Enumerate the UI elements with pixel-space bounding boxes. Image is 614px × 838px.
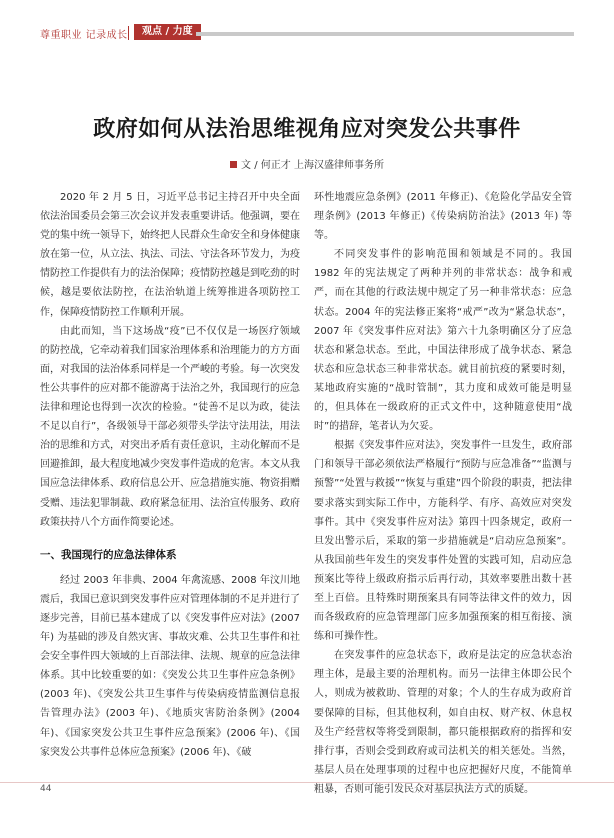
paragraph: 不同突发事件的影响范围和领域是不同的。我国 1982 年的宪法规定了两种并列的非常状态：战争和戒严，而在其他的行政法规中规定了另一种非常状态：应急状态。2004 年的宪法修正案将“戒严”改为“紧急状态”，2007 年《突发事件应对法》第六十九条明确区分了应急状态和紧急状态。至此，中国法律形成了战争状态、紧急状态和应急状态三种非常状态。就目前抗疫的紧要时刻，某地政府实施的“战时管制”，其力度和成效可能是明显的，但具体在一级政府的正式文件中，这种随意使用“战时”的措辞，笔者认为欠妥。	[314, 249, 572, 433]
paragraph: 经过 2003 年非典、2004 年禽流感、2008 年汶川地震后，我国已意识到突发事件应对管理体制的不足并进行了逐步完善，目前已基本建成了以《突发事件应对法》(2007 年) 为基础的涉及自然灾害、事故灾难、公共卫生事件和社会安全事件四大领域的上百部法律、法规、规章的应急法律体系。其中比较重要的如：《突发公共卫生事件应急条例》(2003 年)、《突发公共卫生事件与传染病疫情监测信息报告管理办法》(2003 年)、《地质灾害防治条例》(2004 年)、《国家突发公共卫生事件应急预案》(2006 年)、《国家突发公共事件总体应急预案》(2006 年)、《破	[40, 574, 300, 758]
section-tag: 观点 / 力度	[134, 24, 201, 40]
right-column	[314, 188, 572, 799]
header-slogan: 尊重职业 记录成长	[40, 30, 128, 41]
paragraph: 根据《突发事件应对法》，突发事件一旦发生，政府部门和领导干部必须依法严格履行“预防与应急准备”“监测与预警”“处置与救援”“恢复与重建”四个阶段的职责，把法律要求落实到实际工作中，方能科学、有序、高效应对突发事件。其中《突发事件应对法》第四十四条规定，政府一旦发出警示后，采取的第一步措施就是“启动应急预案”。从我国前些年发生的突发事件处置的实践可知，启动应急预案比等待上级政府指示后再行动，其效率要胜出数十甚至上百倍。且特殊时期预案具有同等法律文件的效力，因而各级政府的应急管理部门应多加强预案的相互衔接、演练和可操作性。	[314, 440, 572, 643]
article-title: 政府如何从法治思维视角应对突发公共事件	[93, 117, 521, 142]
section-heading: 一、我国现行的应急法律体系	[40, 548, 177, 561]
header-rule	[196, 32, 574, 36]
paragraph: 在突发事件的应急状态下，政府是法定的应急状态治理主体，是最主要的治理机构。而另一法律主体即公民个人，则成为被救助、管理的对象；个人的生存成为政府首要保障的目标，但其他权利，如自由权、财产权、休息权及生产经营权等将受到限制，都只能根据政府的指挥和安排行事，否则会受到政府或司法机关的相关惩处。当然，基层人员在处理事项的过程中也应把握好尺度，不能简单粗暴，否则可能引发民众对基层执法方式的质疑。	[314, 650, 572, 795]
header-divider	[128, 26, 129, 40]
running-header	[0, 22, 614, 46]
paragraph: 环性地震应急条例》(2011 年修正)、《危险化学品安全管理条例》(2013 年修正)《传染病防治法》(2013 年) 等等。	[314, 192, 572, 242]
paragraph: 由此而知，当下这场战“疫”已不仅仅是一场医疗领域的防控战，它牵动着我们国家治理体系和治理能力的方方面面，对我国的法治体系同样是一个严峻的考验。每一次突发性公共事件的应对都不能游离于法治之外，我国现行的应急法律和理论也得到一次次的检验。“徒善不足以为政，徒法不足以自行”，各级领导干部必须带头学法守法用法，用法治的思维和方式，对突出矛盾有责任意识，主动化解而不是回避推卸，最大程度地减少突发事件造成的危害。本文从我国应急法律体系、政府信息公开、应急措施实施、物资捐赠受赠、违法犯罪制裁、政府紧急征用、法治宣传服务、政府政策扶持八个方面作简要论述。	[40, 325, 300, 528]
left-column	[40, 188, 300, 762]
footer-rule	[0, 782, 614, 783]
page-number: 44	[40, 784, 52, 794]
paragraph: 2020 年 2 月 5 日，习近平总书记主持召开中央全面依法治国委员会第三次会议并发表重要讲话。他强调，要在党的集中统一领导下，始终把人民群众生命安全和身体健康放在第一位，从立法、执法、司法、守法各环节发力，为疫情防控工作提供有力的法治保障；疫情防控越是到吃劲的时候，越是要依法防控，在法治轨道上统筹推进各项防控工作，保障疫情防控工作顺利开展。	[40, 192, 300, 318]
byline-square-icon	[230, 161, 237, 168]
byline-text: 文 / 何正才 上海汉盛律师事务所	[241, 160, 384, 171]
byline	[0, 156, 614, 171]
